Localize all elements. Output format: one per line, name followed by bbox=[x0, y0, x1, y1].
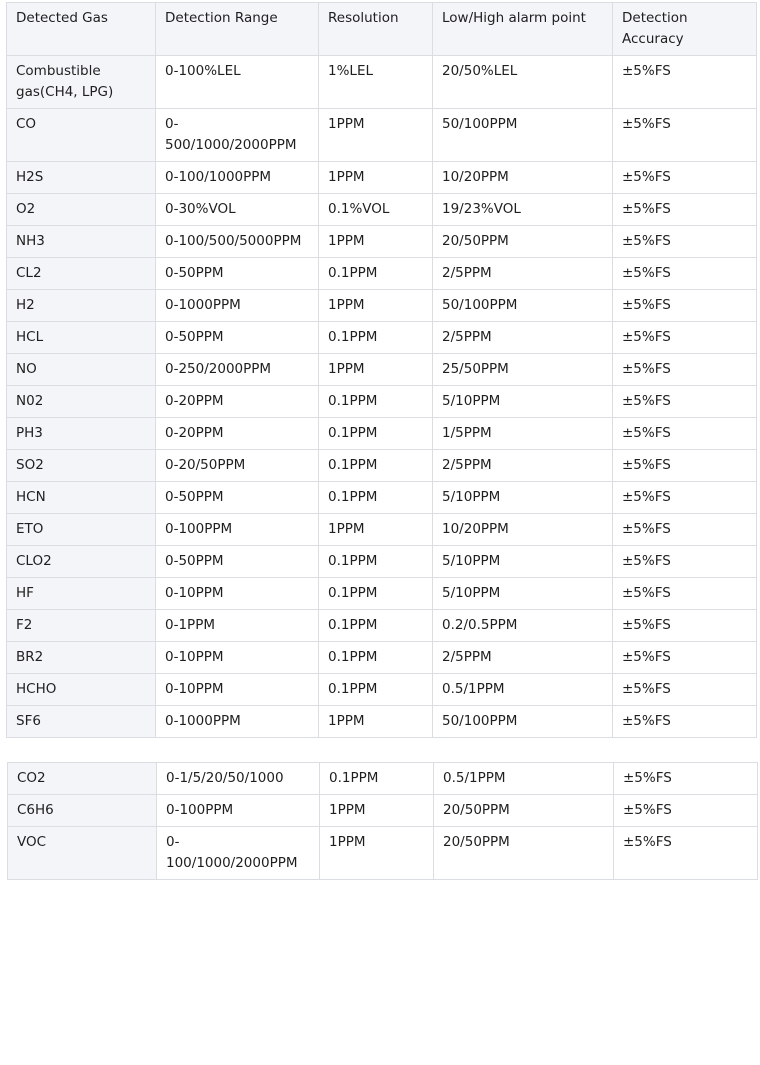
resolution-cell: 0.1PPM bbox=[320, 763, 434, 795]
gas-name-cell: ETO bbox=[7, 514, 156, 546]
alarm-point-cell: 5/10PPM bbox=[433, 578, 613, 610]
detection-range-cell: 0-50PPM bbox=[156, 258, 319, 290]
gas-spec-table bbox=[6, 2, 757, 738]
table-row bbox=[7, 482, 757, 514]
table-body bbox=[7, 56, 757, 738]
detection-range-cell: 0-1PPM bbox=[156, 610, 319, 642]
detection-range-cell: 0-100%LEL bbox=[156, 56, 319, 109]
gas-name-cell: BR2 bbox=[7, 642, 156, 674]
accuracy-cell: ±5%FS bbox=[613, 194, 757, 226]
detection-range-cell: 0-20PPM bbox=[156, 418, 319, 450]
gas-name-cell: NO bbox=[7, 354, 156, 386]
accuracy-cell: ±5%FS bbox=[613, 514, 757, 546]
detection-range-cell: 0-10PPM bbox=[156, 674, 319, 706]
detection-range-cell: 0-100/1000PPM bbox=[156, 162, 319, 194]
table-row bbox=[7, 514, 757, 546]
table-row bbox=[7, 56, 757, 109]
accuracy-cell: ±5%FS bbox=[613, 482, 757, 514]
alarm-point-cell: 5/10PPM bbox=[433, 482, 613, 514]
gas-name-cell: HCL bbox=[7, 322, 156, 354]
alarm-point-cell: 20/50PPM bbox=[434, 827, 614, 880]
table-row bbox=[7, 674, 757, 706]
accuracy-cell: ±5%FS bbox=[614, 827, 758, 880]
alarm-point-cell: 2/5PPM bbox=[433, 642, 613, 674]
accuracy-cell: ±5%FS bbox=[613, 322, 757, 354]
resolution-cell: 0.1PPM bbox=[319, 546, 433, 578]
table-row bbox=[7, 386, 757, 418]
table-row bbox=[7, 642, 757, 674]
detection-range-cell: 0-1000PPM bbox=[156, 706, 319, 738]
gas-name-cell: N02 bbox=[7, 386, 156, 418]
header-row bbox=[7, 3, 757, 56]
accuracy-cell: ±5%FS bbox=[613, 56, 757, 109]
resolution-cell: 1PPM bbox=[319, 290, 433, 322]
alarm-point-cell: 5/10PPM bbox=[433, 546, 613, 578]
table-row bbox=[7, 322, 757, 354]
table-row bbox=[7, 450, 757, 482]
table-row bbox=[7, 354, 757, 386]
resolution-cell: 0.1PPM bbox=[319, 610, 433, 642]
resolution-cell: 0.1PPM bbox=[319, 386, 433, 418]
detection-range-cell: 0-50PPM bbox=[156, 546, 319, 578]
accuracy-cell: ±5%FS bbox=[613, 258, 757, 290]
gas-name-cell: HCN bbox=[7, 482, 156, 514]
accuracy-cell: ±5%FS bbox=[613, 290, 757, 322]
table-row bbox=[7, 546, 757, 578]
alarm-point-cell: 10/20PPM bbox=[433, 162, 613, 194]
resolution-cell: 1PPM bbox=[319, 514, 433, 546]
resolution-cell: 1PPM bbox=[319, 226, 433, 258]
detection-range-cell: 0-500/1000/2000PPM bbox=[156, 109, 319, 162]
gas-name-cell: HF bbox=[7, 578, 156, 610]
accuracy-cell: ±5%FS bbox=[613, 386, 757, 418]
table-row bbox=[8, 763, 758, 795]
alarm-point-cell: 2/5PPM bbox=[433, 258, 613, 290]
gas-name-cell: NH3 bbox=[7, 226, 156, 258]
gas-name-cell: C6H6 bbox=[8, 795, 157, 827]
gas-name-cell: CO2 bbox=[8, 763, 157, 795]
alarm-point-cell: 50/100PPM bbox=[433, 290, 613, 322]
alarm-point-cell: 50/100PPM bbox=[433, 109, 613, 162]
alarm-point-cell: 19/23%VOL bbox=[433, 194, 613, 226]
gas-name-cell: CL2 bbox=[7, 258, 156, 290]
resolution-cell: 0.1PPM bbox=[319, 642, 433, 674]
table-row bbox=[7, 578, 757, 610]
table-row bbox=[8, 795, 758, 827]
detection-range-cell: 0-10PPM bbox=[156, 578, 319, 610]
header-detection-range: Detection Range bbox=[156, 3, 319, 56]
resolution-cell: 0.1PPM bbox=[319, 322, 433, 354]
accuracy-cell: ±5%FS bbox=[613, 226, 757, 258]
detection-range-cell: 0-50PPM bbox=[156, 322, 319, 354]
gas-name-cell: Combustible gas(CH4, LPG) bbox=[7, 56, 156, 109]
table-row bbox=[8, 827, 758, 880]
resolution-cell: 0.1PPM bbox=[319, 674, 433, 706]
alarm-point-cell: 0.5/1PPM bbox=[434, 763, 614, 795]
accuracy-cell: ±5%FS bbox=[614, 795, 758, 827]
alarm-point-cell: 20/50%LEL bbox=[433, 56, 613, 109]
gas-name-cell: F2 bbox=[7, 610, 156, 642]
accuracy-cell: ±5%FS bbox=[613, 162, 757, 194]
accuracy-cell: ±5%FS bbox=[613, 354, 757, 386]
alarm-point-cell: 20/50PPM bbox=[434, 795, 614, 827]
header-detection-accuracy: Detection Accuracy bbox=[613, 3, 757, 56]
gas-name-cell: H2 bbox=[7, 290, 156, 322]
gas-name-cell: SO2 bbox=[7, 450, 156, 482]
resolution-cell: 0.1PPM bbox=[319, 258, 433, 290]
resolution-cell: 0.1PPM bbox=[319, 482, 433, 514]
resolution-cell: 1PPM bbox=[319, 109, 433, 162]
resolution-cell: 1PPM bbox=[319, 162, 433, 194]
resolution-cell: 0.1PPM bbox=[319, 418, 433, 450]
header-alarm-point: Low/High alarm point bbox=[433, 3, 613, 56]
gas-name-cell: PH3 bbox=[7, 418, 156, 450]
table-row bbox=[7, 706, 757, 738]
table-row bbox=[7, 258, 757, 290]
resolution-cell: 1%LEL bbox=[319, 56, 433, 109]
detection-range-cell: 0-100PPM bbox=[156, 514, 319, 546]
alarm-point-cell: 20/50PPM bbox=[433, 226, 613, 258]
alarm-point-cell: 2/5PPM bbox=[433, 450, 613, 482]
accuracy-cell: ±5%FS bbox=[613, 674, 757, 706]
gas-name-cell: H2S bbox=[7, 162, 156, 194]
alarm-point-cell: 0.5/1PPM bbox=[433, 674, 613, 706]
detection-range-cell: 0-100/500/5000PPM bbox=[156, 226, 319, 258]
detection-range-cell: 0-250/2000PPM bbox=[156, 354, 319, 386]
resolution-cell: 1PPM bbox=[320, 827, 434, 880]
alarm-point-cell: 50/100PPM bbox=[433, 706, 613, 738]
table-row bbox=[7, 109, 757, 162]
gas-name-cell: SF6 bbox=[7, 706, 156, 738]
table-header bbox=[7, 3, 757, 56]
table-row bbox=[7, 290, 757, 322]
header-resolution: Resolution bbox=[319, 3, 433, 56]
gas-name-cell: O2 bbox=[7, 194, 156, 226]
detection-range-cell: 0-30%VOL bbox=[156, 194, 319, 226]
detection-range-cell: 0-1/5/20/50/1000 bbox=[157, 763, 320, 795]
accuracy-cell: ±5%FS bbox=[613, 450, 757, 482]
gas-name-cell: HCHO bbox=[7, 674, 156, 706]
accuracy-cell: ±5%FS bbox=[613, 546, 757, 578]
alarm-point-cell: 10/20PPM bbox=[433, 514, 613, 546]
detection-range-cell: 0-20PPM bbox=[156, 386, 319, 418]
table-row bbox=[7, 162, 757, 194]
gas-name-cell: CLO2 bbox=[7, 546, 156, 578]
accuracy-cell: ±5%FS bbox=[613, 642, 757, 674]
header-detected-gas: Detected Gas bbox=[7, 3, 156, 56]
accuracy-cell: ±5%FS bbox=[613, 610, 757, 642]
detection-range-cell: 0-1000PPM bbox=[156, 290, 319, 322]
resolution-cell: 0.1PPM bbox=[319, 450, 433, 482]
table-body-continued bbox=[8, 763, 758, 880]
table-row bbox=[7, 610, 757, 642]
gas-name-cell: VOC bbox=[8, 827, 157, 880]
resolution-cell: 1PPM bbox=[319, 354, 433, 386]
gas-spec-table-continued bbox=[7, 762, 758, 880]
table-row bbox=[7, 418, 757, 450]
detection-range-cell: 0-50PPM bbox=[156, 482, 319, 514]
alarm-point-cell: 5/10PPM bbox=[433, 386, 613, 418]
resolution-cell: 0.1%VOL bbox=[319, 194, 433, 226]
alarm-point-cell: 1/5PPM bbox=[433, 418, 613, 450]
gas-name-cell: CO bbox=[7, 109, 156, 162]
accuracy-cell: ±5%FS bbox=[613, 418, 757, 450]
table-row bbox=[7, 194, 757, 226]
table-row bbox=[7, 226, 757, 258]
alarm-point-cell: 0.2/0.5PPM bbox=[433, 610, 613, 642]
resolution-cell: 1PPM bbox=[320, 795, 434, 827]
resolution-cell: 0.1PPM bbox=[319, 578, 433, 610]
detection-range-cell: 0-10PPM bbox=[156, 642, 319, 674]
accuracy-cell: ±5%FS bbox=[613, 109, 757, 162]
detection-range-cell: 0-100/1000/2000PPM bbox=[157, 827, 320, 880]
accuracy-cell: ±5%FS bbox=[613, 706, 757, 738]
detection-range-cell: 0-20/50PPM bbox=[156, 450, 319, 482]
alarm-point-cell: 25/50PPM bbox=[433, 354, 613, 386]
accuracy-cell: ±5%FS bbox=[613, 578, 757, 610]
detection-range-cell: 0-100PPM bbox=[157, 795, 320, 827]
alarm-point-cell: 2/5PPM bbox=[433, 322, 613, 354]
resolution-cell: 1PPM bbox=[319, 706, 433, 738]
accuracy-cell: ±5%FS bbox=[614, 763, 758, 795]
